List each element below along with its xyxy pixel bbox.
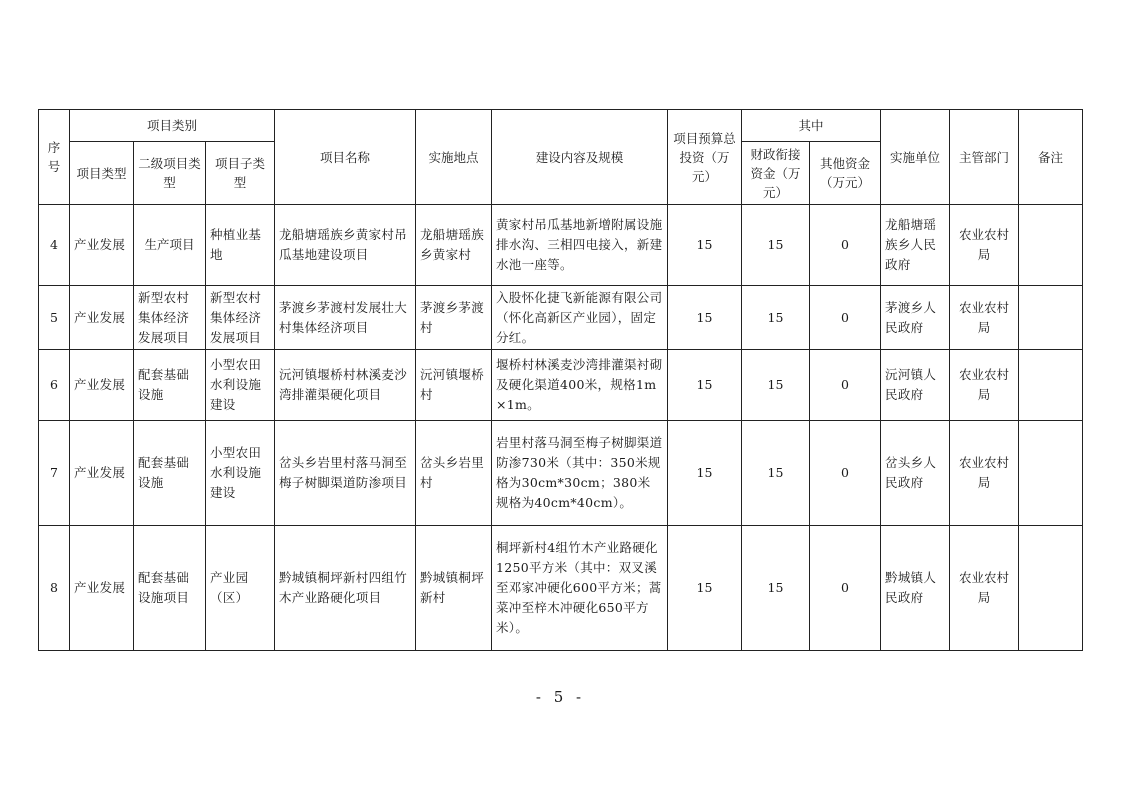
cell-fiscal: 15 xyxy=(742,526,810,651)
header-serial: 序号 xyxy=(39,110,70,205)
header-sub-category: 二级项目类型 xyxy=(134,142,206,205)
cell-category: 产业发展 xyxy=(70,526,134,651)
cell-department: 农业农村局 xyxy=(950,286,1019,350)
cell-content: 岩里村落马洞至梅子树脚渠道防渗730米（其中：350米规格为30cm*30cm；380米规格为40cm*40cm）。 xyxy=(492,421,668,526)
cell-location: 黔城镇桐坪新村 xyxy=(416,526,492,651)
cell-serial: 4 xyxy=(39,205,70,286)
header-among-group: 其中 xyxy=(742,110,881,142)
cell-serial: 8 xyxy=(39,526,70,651)
cell-category: 产业发展 xyxy=(70,205,134,286)
cell-budget: 15 xyxy=(668,286,742,350)
header-item-sub: 项目子类型 xyxy=(206,142,275,205)
cell-serial: 5 xyxy=(39,286,70,350)
cell-item-sub: 种植业基地 xyxy=(206,205,275,286)
table-row xyxy=(39,350,1083,421)
cell-remark xyxy=(1019,286,1083,350)
cell-sub-category: 配套基础设施 xyxy=(134,421,206,526)
cell-other: 0 xyxy=(810,526,881,651)
header-location: 实施地点 xyxy=(416,110,492,205)
header-department: 主管部门 xyxy=(950,110,1019,205)
cell-implementer: 黔城镇人民政府 xyxy=(881,526,950,651)
header-category: 项目类型 xyxy=(70,142,134,205)
cell-remark xyxy=(1019,350,1083,421)
cell-category: 产业发展 xyxy=(70,350,134,421)
header-remark: 备注 xyxy=(1019,110,1083,205)
cell-fiscal: 15 xyxy=(742,421,810,526)
cell-project-name: 茅渡乡茅渡村发展壮大村集体经济项目 xyxy=(275,286,416,350)
cell-implementer: 沅河镇人民政府 xyxy=(881,350,950,421)
cell-other: 0 xyxy=(810,286,881,350)
cell-category: 产业发展 xyxy=(70,421,134,526)
cell-location: 岔头乡岩里村 xyxy=(416,421,492,526)
table-row xyxy=(39,286,1083,350)
cell-fiscal: 15 xyxy=(742,350,810,421)
cell-project-name: 黔城镇桐坪新村四组竹木产业路硬化项目 xyxy=(275,526,416,651)
cell-department: 农业农村局 xyxy=(950,205,1019,286)
cell-content: 桐坪新村4组竹木产业路硬化1250平方米（其中：双叉溪至邓家冲硬化600平方米；蒿菜冲至梓木冲硬化650平方米）。 xyxy=(492,526,668,651)
project-table xyxy=(38,109,1083,651)
cell-content: 黄家村吊瓜基地新增附属设施排水沟、三相四电接入，新建水池一座等。 xyxy=(492,205,668,286)
cell-department: 农业农村局 xyxy=(950,526,1019,651)
cell-project-name: 龙船塘瑶族乡黄家村吊瓜基地建设项目 xyxy=(275,205,416,286)
cell-item-sub: 小型农田水利设施建设 xyxy=(206,421,275,526)
cell-remark xyxy=(1019,526,1083,651)
cell-other: 0 xyxy=(810,205,881,286)
cell-project-name: 岔头乡岩里村落马洞至梅子树脚渠道防渗项目 xyxy=(275,421,416,526)
cell-department: 农业农村局 xyxy=(950,350,1019,421)
cell-location: 沅河镇堰桥村 xyxy=(416,350,492,421)
header-other: 其他资金（万元） xyxy=(810,142,881,205)
table-header xyxy=(39,110,1083,205)
cell-fiscal: 15 xyxy=(742,286,810,350)
header-budget: 项目预算总投资（万元） xyxy=(668,110,742,205)
table-body xyxy=(39,205,1083,651)
cell-item-sub: 新型农村集体经济发展项目 xyxy=(206,286,275,350)
cell-implementer: 岔头乡人民政府 xyxy=(881,421,950,526)
cell-remark xyxy=(1019,421,1083,526)
header-fiscal: 财政衔接资金（万元） xyxy=(742,142,810,205)
cell-item-sub: 小型农田水利设施建设 xyxy=(206,350,275,421)
table-row xyxy=(39,205,1083,286)
header-implementer: 实施单位 xyxy=(881,110,950,205)
cell-budget: 15 xyxy=(668,526,742,651)
cell-content: 入股怀化捷飞新能源有限公司（怀化高新区产业园），固定分红。 xyxy=(492,286,668,350)
page-number: - 5 - xyxy=(535,688,586,706)
cell-implementer: 龙船塘瑶族乡人民政府 xyxy=(881,205,950,286)
cell-sub-category: 新型农村集体经济发展项目 xyxy=(134,286,206,350)
cell-category: 产业发展 xyxy=(70,286,134,350)
cell-sub-category: 配套基础设施项目 xyxy=(134,526,206,651)
table-row xyxy=(39,421,1083,526)
cell-department: 农业农村局 xyxy=(950,421,1019,526)
cell-budget: 15 xyxy=(668,350,742,421)
header-category-group: 项目类别 xyxy=(70,110,275,142)
cell-remark xyxy=(1019,205,1083,286)
cell-location: 茅渡乡茅渡村 xyxy=(416,286,492,350)
cell-serial: 6 xyxy=(39,350,70,421)
cell-other: 0 xyxy=(810,421,881,526)
cell-fiscal: 15 xyxy=(742,205,810,286)
table-row xyxy=(39,526,1083,651)
cell-sub-category: 配套基础设施 xyxy=(134,350,206,421)
cell-project-name: 沅河镇堰桥村林溪麦沙湾排灌渠硬化项目 xyxy=(275,350,416,421)
cell-content: 堰桥村林溪麦沙湾排灌渠衬砌及硬化渠道400米，规格1m×1m。 xyxy=(492,350,668,421)
header-project-name: 项目名称 xyxy=(275,110,416,205)
cell-budget: 15 xyxy=(668,421,742,526)
cell-sub-category: 生产项目 xyxy=(134,205,206,286)
cell-serial: 7 xyxy=(39,421,70,526)
cell-budget: 15 xyxy=(668,205,742,286)
cell-other: 0 xyxy=(810,350,881,421)
cell-item-sub: 产业园（区） xyxy=(206,526,275,651)
cell-location: 龙船塘瑶族乡黄家村 xyxy=(416,205,492,286)
header-content: 建设内容及规模 xyxy=(492,110,668,205)
cell-implementer: 茅渡乡人民政府 xyxy=(881,286,950,350)
